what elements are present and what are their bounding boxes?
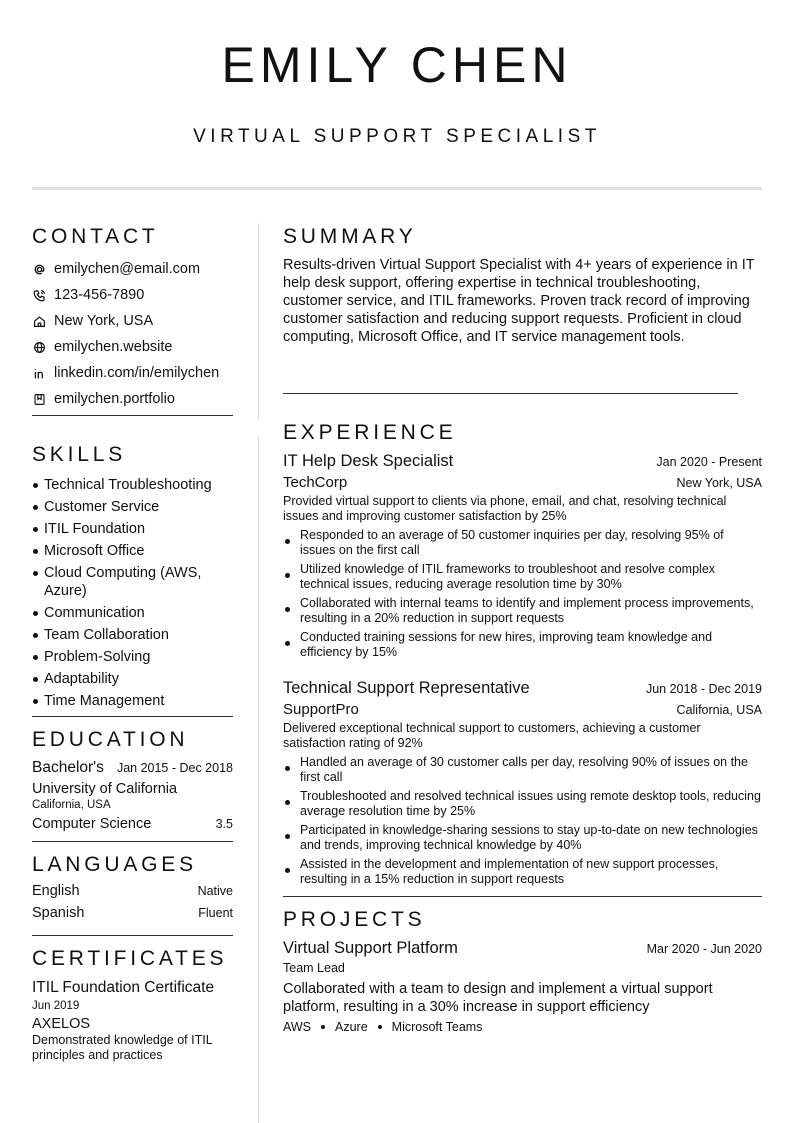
project-dates: Mar 2020 - Jun 2020 [646,942,762,956]
job-description: Provided virtual support to clients via phone, email, and chat, resolving technical issues and improving customer satisfaction by 25% [283,494,727,523]
language-row [32,905,233,927]
certificate-date: Jun 2019 [32,1000,80,1012]
project-role: Team Lead [283,961,345,975]
summary-text: Results-driven Virtual Support Specialist with 4+ years of experience in IT help desk support, offering expertise in technical troubleshooting, customer service, and ITIL frameworks. Proven track record of improving customer satisfaction and reducing support requests. Proficient in cloud computing, Microsoft Office, and IT service management tools. [283,257,755,345]
languages-divider [32,935,233,936]
globe-icon [32,340,46,354]
job-bullet: Responded to an average of 50 customer inquiries per day, resolving 95% of issues on the first call [283,528,762,558]
tag-separator [321,1025,325,1029]
summary-section [283,224,762,394]
job-bullet: Handled an average of 30 customer calls per day, resolving 90% of issues on the first call [283,755,762,785]
education-gpa: 3.5 [215,817,233,831]
language-level: Fluent [198,906,233,920]
job-description: Delivered exceptional technical support to customers, achieving a customer satisfaction rating of 92% [283,721,701,750]
portfolio-icon [32,392,46,406]
experience-divider [283,896,762,897]
education-heading: EDUCATION [32,728,189,751]
job-entry [283,452,762,660]
job-bullet: Utilized knowledge of ITIL frameworks to troubleshoot and resolve complex technical issues, reducing average resolution time by 30% [283,562,762,592]
contact-email[interactable]: emilychen@email.com [32,256,233,282]
job-title: IT Help Desk Specialist [283,452,454,470]
job-company: SupportPro [283,701,359,718]
resume-name: EMILY CHEN [221,37,573,93]
education-dates: Jan 2015 - Dec 2018 [116,761,233,775]
project-description: Collaborated with a team to design and implement a virtual support platform, resulting in a 30% increase in support efficiency [283,981,713,1015]
language-level: Native [197,884,233,898]
languages-section [32,852,233,936]
project-tag: AWS [283,1020,312,1034]
projects-section [283,907,762,1034]
certificates-heading: CERTIFICATES [32,947,228,970]
project-tag: Azure [335,1020,368,1034]
skill-item: Team Collaboration [32,624,233,646]
column-divider [258,223,259,1123]
certificate-description: Demonstrated knowledge of ITIL principles and practices [32,1033,213,1062]
certificates-section [32,946,233,1063]
experience-heading: EXPERIENCE [283,421,457,444]
skills-heading: SKILLS [32,443,127,466]
job-bullets [283,755,762,887]
job-entry [283,679,762,887]
experience-section [283,420,762,897]
job-title: Technical Support Representative [283,679,530,697]
contact-portfolio[interactable]: emilychen.portfolio [32,386,233,412]
header-divider [32,187,762,190]
education-divider [32,841,233,842]
contact-phone[interactable]: 123-456-7890 [32,282,233,308]
summary-heading: SUMMARY [283,225,417,248]
job-bullet: Conducted training sessions for new hires, improving team knowledge and efficiency by 15% [283,630,762,660]
contact-linkedin[interactable]: linkedin.com/in/emilychen [32,360,233,386]
contact-divider [32,415,233,416]
right-column [283,224,762,1034]
project-tag: Microsoft Teams [391,1020,483,1034]
skill-item: Microsoft Office [32,540,233,562]
linkedin-icon [32,366,46,380]
job-bullets [283,528,762,660]
education-school: University of California [32,781,178,797]
at-sign-icon [32,262,46,276]
job-dates: Jan 2020 - Present [656,455,762,469]
contact-section [32,224,233,416]
skill-item: Cloud Computing (AWS, Azure) [32,562,233,602]
summary-divider [283,393,738,394]
job-location: New York, USA [676,476,762,490]
job-bullet: Collaborated with internal teams to identify and implement process improvements, resulting in a 20% reduction in support requests [283,596,762,626]
contact-website[interactable]: emilychen.website [32,334,233,360]
projects-heading: PROJECTS [283,908,426,931]
education-degree: Bachelor's [32,759,104,776]
tag-separator [378,1025,382,1029]
left-column [32,224,233,1063]
language-name: English [32,883,80,899]
project-tags [283,1020,762,1034]
project-name: Virtual Support Platform [283,939,458,957]
contact-heading: CONTACT [32,225,159,248]
job-location: California, USA [676,703,762,717]
job-bullet: Assisted in the development and implementation of new support processes, resulting in a 15% reduction in support requests [283,857,762,887]
certificate-name: ITIL Foundation Certificate [32,979,215,996]
job-dates: Jun 2018 - Dec 2019 [645,682,762,696]
skill-item: ITIL Foundation [32,518,233,540]
language-row [32,883,233,905]
language-name: Spanish [32,905,85,921]
skills-section [32,442,233,717]
education-section [32,727,233,842]
skill-item: Communication [32,602,233,624]
contact-location: New York, USA [32,308,233,334]
job-bullet: Participated in knowledge-sharing sessions to stay up-to-date on new technologies and trends, improving technical knowledge by 40% [283,823,762,853]
skill-item: Problem-Solving [32,646,233,668]
resume-title: VIRTUAL SUPPORT SPECIALIST [193,126,601,147]
education-location: California, USA [32,799,111,811]
job-bullet: Troubleshooted and resolved technical issues using remote desktop tools, reducing average resolution time by 25% [283,789,762,819]
skill-item: Adaptability [32,668,233,690]
job-company: TechCorp [283,474,348,491]
phone-icon [32,288,46,302]
skill-item: Customer Service [32,496,233,518]
skill-item: Technical Troubleshooting [32,474,233,496]
skill-item: Time Management [32,690,233,712]
home-icon [32,314,46,328]
languages-heading: LANGUAGES [32,853,197,876]
certificate-issuer: AXELOS [32,1016,91,1032]
skills-divider [32,716,233,717]
education-field: Computer Science [32,816,152,832]
